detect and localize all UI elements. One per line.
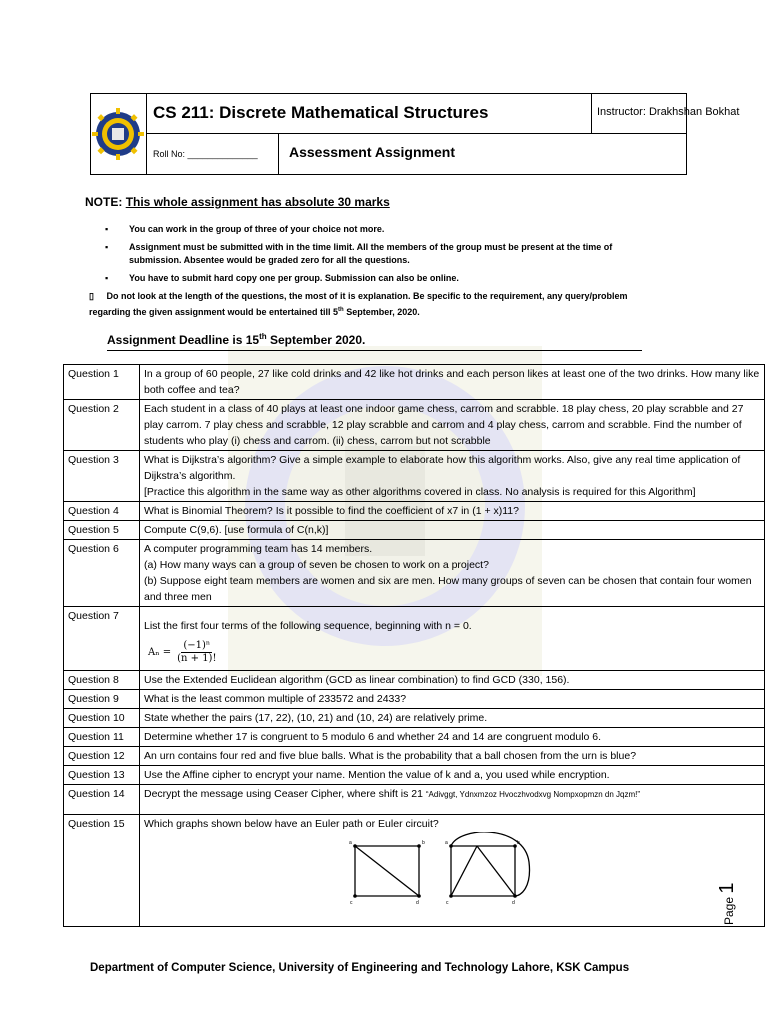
question-text: An urn contains four red and five blue balls. What is the probability that a ball chosen from the urn is blue? [140, 747, 765, 766]
question-label: Question 3 [64, 451, 140, 502]
question-cell [140, 815, 765, 927]
question-text: A computer programming team has 14 members. [144, 543, 373, 555]
question-text: What is the least common multiple of 233572 and 2433? [140, 690, 765, 709]
deadline-date: September 2020. [266, 333, 366, 347]
table-row [64, 728, 765, 747]
question-label: Question 11 [64, 728, 140, 747]
deadline-text: Assignment Deadline is 15 [107, 333, 260, 347]
question-label: Question 9 [64, 690, 140, 709]
length-note-text: Do not look at the length of the questions, the most of it is explanation. Be specific to the requirement, any query/problem regarding the given assignment would be entertained till 5 [89, 291, 628, 317]
question-label: Question 10 [64, 709, 140, 728]
note-label: NOTE: [85, 195, 123, 209]
question-label: Question 4 [64, 502, 140, 521]
question-text: What is Dijkstra’s algorithm? Give a simple example to elaborate how this algorithm works. Also, give any real time application of Dijkstra’s algorithm. [144, 454, 741, 482]
page-label: Page [722, 896, 736, 925]
vertex-label: a [349, 840, 352, 846]
length-note-date: September, 2020. [343, 307, 420, 317]
table-row [64, 607, 765, 671]
vertex-label: a [445, 840, 448, 846]
question-text: What is Binomial Theorem? Is it possible to find the coefficient of x7 in (1 + x)11? [140, 502, 765, 521]
formula-fraction [175, 640, 218, 665]
vertex-label: d [512, 900, 515, 906]
formula-denominator: (n + 1)! [177, 653, 217, 664]
assessment-title: Assessment Assignment [289, 144, 455, 160]
footer: Department of Computer Science, University of Engineering and Technology Lahore, KSK Campus [90, 962, 630, 974]
question-text: Each student in a class of 40 plays at least one indoor game chess, carrom and scrabble. 18 play chess, 20 play scrabble and 27 play carrom. 7 play chess and scrabble, 12 play scrabble and carrom and 4 play chess, carrom and scrabble. Find the number of students who play (i) chess and carrom. (ii) chess, carrom but not scrabble [140, 400, 765, 451]
missing-glyph-marker: ▯ [89, 291, 94, 301]
instructions-list [105, 223, 650, 290]
question-label: Question 7 [64, 607, 140, 671]
course-title: CS 211: Discrete Mathematical Structures [153, 103, 489, 122]
table-row [64, 540, 765, 607]
instruction-item: ▪ Assignment must be submitted with in the time limit. All the members of the group must be present at the time of submission. Absentee would be graded zero for all the questions. [105, 241, 650, 267]
question-text: (a) How many ways can a group of seven be chosen to work on a project? [144, 559, 489, 571]
vertex-label: d [416, 900, 419, 906]
formula-numerator: (−1)ⁿ [183, 640, 211, 651]
euler-graphs-figure [144, 832, 760, 912]
question-label: Question 13 [64, 766, 140, 785]
table-row [64, 451, 765, 502]
question-cell [140, 540, 765, 607]
table-row [64, 502, 765, 521]
question-label: Question 5 [64, 521, 140, 540]
question-text: Use the Extended Euclidean algorithm (GCD as linear combination) to find GCD (330, 156). [140, 671, 765, 690]
questions-table [63, 364, 765, 927]
superscript: th [338, 307, 344, 313]
deadline-underline [107, 350, 642, 351]
instruction-item: ▪ You can work in the group of three of your choice not more. [105, 223, 650, 236]
table-row [64, 690, 765, 709]
page-number [716, 883, 739, 926]
page-number-value: 1 [716, 882, 738, 894]
vertex-label: b [517, 840, 520, 846]
question-label: Question 12 [64, 747, 140, 766]
question-text: Use the Affine cipher to encrypt your name. Mention the value of k and a, you used while encryption. [140, 766, 765, 785]
table-row [64, 671, 765, 690]
question-label: Question 15 [64, 815, 140, 927]
question-text: Compute C(9,6). [use formula of C(n,k)] [140, 521, 765, 540]
question-text: (b) Suppose eight team members are women and six are men. How many groups of seven can be chosen that contain four women and three men [144, 575, 752, 603]
question-label: Question 8 [64, 671, 140, 690]
question-cell [140, 607, 765, 671]
deadline-line [107, 332, 365, 347]
table-row [64, 766, 765, 785]
question-cell [140, 451, 765, 502]
note-line [85, 195, 390, 209]
instructor-name: Instructor: Drakhshan Bokhat [597, 106, 740, 118]
title-cell [147, 94, 592, 134]
sequence-formula [148, 640, 760, 665]
vertex-label: b [422, 840, 425, 846]
note-text: This whole assignment has absolute 30 marks [125, 195, 390, 209]
question-text: In a group of 60 people, 27 like cold drinks and 42 like hot drinks and each person likes at least one of the two drinks. How many like both coffee and tea? [140, 365, 765, 400]
question-label: Question 2 [64, 400, 140, 451]
instruction-item: ▪ You have to submit hard copy one per group. Submission can also be online. [105, 272, 650, 285]
table-row [64, 815, 765, 927]
length-note [89, 289, 654, 319]
question-text: List the first four terms of the following sequence, beginning with n = 0. [144, 620, 472, 632]
logo-cell [91, 94, 147, 174]
formula-lhs: Aₙ = [148, 646, 172, 658]
graph-1 [355, 846, 419, 896]
question-label: Question 14 [64, 785, 140, 815]
question-text: State whether the pairs (17, 22), (10, 21) and (10, 24) are relatively prime. [140, 709, 765, 728]
superscript: th [259, 332, 267, 341]
question-text: Determine whether 17 is congruent to 5 modulo 6 and whether 24 and 14 are congruent modulo 6. [140, 728, 765, 747]
table-row [64, 785, 765, 815]
table-row [64, 365, 765, 400]
cipher-text: “Adivggt, Ydnxmzoz Hvoczhvodxvg Nompxopmzn dn Jqzm!” [425, 790, 641, 799]
table-row [64, 400, 765, 451]
header-table [90, 93, 740, 175]
table-row [64, 521, 765, 540]
roll-no-cell [147, 134, 279, 174]
euler-graphs [349, 832, 569, 917]
assessment-cell [279, 134, 686, 174]
table-row [64, 709, 765, 728]
vertex-label: c [446, 900, 449, 906]
question-text: Which graphs shown below have an Euler path or Euler circuit? [144, 818, 439, 830]
question-text: Decrypt the message using Ceaser Cipher, where shift is 21 [144, 788, 426, 800]
table-row [64, 747, 765, 766]
vertex-label: c [350, 900, 353, 906]
question-label: Question 6 [64, 540, 140, 607]
instructor-cell [592, 94, 740, 134]
question-cell [140, 785, 765, 815]
university-logo [91, 94, 146, 174]
roll-no-label: Roll No: ______________ [153, 149, 258, 159]
question-label: Question 1 [64, 365, 140, 400]
question-text: [Practice this algorithm in the same way as other algorithms covered in class. No analysis is required for this Algorithm] [144, 486, 696, 498]
